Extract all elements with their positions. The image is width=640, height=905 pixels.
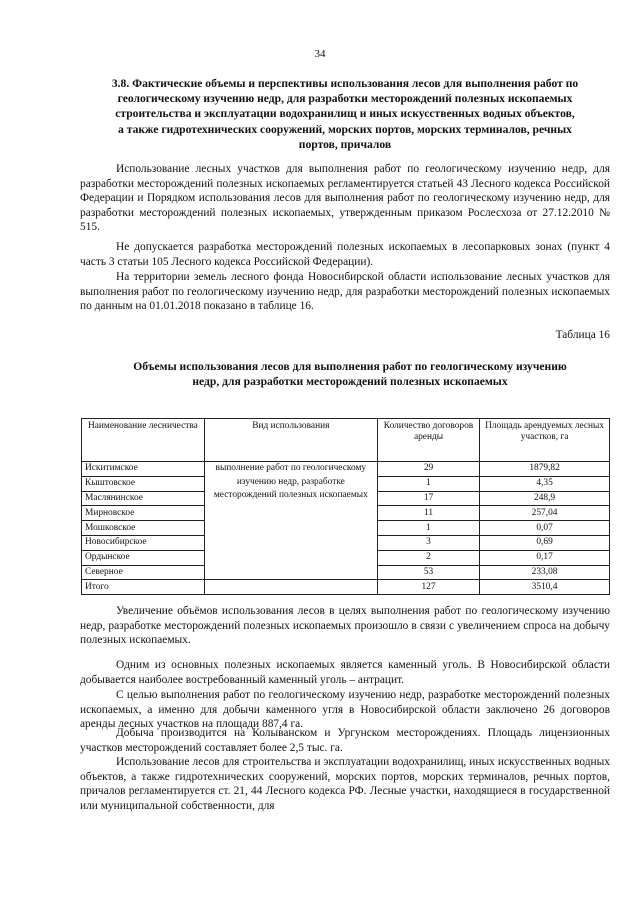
forestry-name: Маслянинское bbox=[82, 491, 205, 506]
total-usage-empty bbox=[204, 580, 377, 595]
table-caption: Таблица 16 bbox=[555, 329, 610, 341]
heading-line: а также гидротехнических сооружений, морских портов, морских терминалов, речных bbox=[118, 122, 572, 136]
contract-count: 3 bbox=[377, 535, 479, 550]
leased-area: 1879,82 bbox=[480, 462, 610, 477]
header-contract-count: Количество договоров аренды bbox=[377, 419, 479, 462]
paragraph-reservoirs: Использование лесов для строительства и эксплуатации водохранилищ, иных искусственных водных объектов, а также гидротехнических сооружений, морских портов, морских терминалов, речных портов, причалов регламентируется ст. 21, 44 Лесного кодекса РФ. Лесные участки, находящиеся в государственной или муниципальной собственности, для bbox=[80, 756, 610, 812]
leased-area: 4,35 bbox=[480, 476, 610, 491]
heading-line: строительства и эксплуатации водохранилищ и иных искусственных водных объектов, bbox=[115, 107, 575, 121]
heading-line: портов, причалов bbox=[298, 137, 392, 151]
contract-count: 53 bbox=[377, 565, 479, 580]
contract-count: 11 bbox=[377, 506, 479, 521]
paragraph-table-reference: На территории земель лесного фонда Новосибирской области использование лесных участков для выполнения работ по геологическому изучению недр, для разработки месторождений полезных ископаемых по данным на 01.01.2018 показано в таблице 16. bbox=[80, 271, 610, 313]
leased-area: 0,07 bbox=[480, 521, 610, 536]
leased-area: 248,9 bbox=[480, 491, 610, 506]
forestry-name: Мошковское bbox=[82, 521, 205, 536]
total-leased-area: 3510,4 bbox=[480, 580, 610, 595]
paragraph-forest-park-restriction: Не допускается разработка месторождений полезных ископаемых в лесопарковых зонах (пункт 4 часть 3 статьи 105 Лесного кодекса Российской Федерации). bbox=[80, 241, 610, 268]
section-heading bbox=[84, 76, 606, 152]
forestry-name: Новосибирское bbox=[82, 535, 205, 550]
heading-line: 3.8. Фактические объемы и перспективы использования лесов для выполнения работ по bbox=[111, 77, 579, 90]
header-usage-type: Вид использования bbox=[204, 419, 377, 462]
leased-area: 257,04 bbox=[480, 506, 610, 521]
forestry-name: Мирновское bbox=[82, 506, 205, 521]
usage-type: выполнение работ по геологическому изучению недр, разработке месторождений полезных ископаемых bbox=[204, 462, 377, 580]
paragraph-deposits: Добыча производится на Колыванском и Ургунском месторождениях. Площадь лицензионных участков месторождений составляет более 2,5 тыс. га. bbox=[80, 727, 610, 754]
total-contract-count: 127 bbox=[377, 580, 479, 595]
page-number: 34 bbox=[314, 48, 326, 60]
contract-count: 2 bbox=[377, 550, 479, 565]
contract-count: 17 bbox=[377, 491, 479, 506]
paragraph-legal-basis: Использование лесных участков для выполнения работ по геологическому изучению недр, для разработки месторождений полезных ископаемых регламентируется статьей 43 Лесного кодекса Российской Федерации и Порядком использования лесов для выполнения работ по геологическому изучению недр, для разработки месторождений полезных ископаемых, утвержденным приказом Рослесхоза от 27.12.2010 № 515. bbox=[80, 163, 610, 234]
forestry-name: Кыштовское bbox=[82, 476, 205, 491]
table-row bbox=[82, 462, 610, 477]
table-title bbox=[100, 359, 600, 389]
forestry-name: Северное bbox=[82, 565, 205, 580]
leased-area: 0,69 bbox=[480, 535, 610, 550]
usage-table bbox=[81, 418, 610, 595]
heading-line: геологическому изучению недр, для разработки месторождений полезных ископаемых bbox=[117, 92, 573, 106]
table-title-line: Объемы использования лесов для выполнения работ по геологическому изучению bbox=[133, 360, 567, 373]
table-title-line: недр, для разработки месторождений полезных ископаемых bbox=[192, 375, 508, 388]
leased-area: 0,17 bbox=[480, 550, 610, 565]
total-label: Итого bbox=[82, 580, 205, 595]
header-leased-area: Площадь арендуемых лесных участков, га bbox=[480, 419, 610, 462]
contract-count: 1 bbox=[377, 476, 479, 491]
forestry-name: Ордынское bbox=[82, 550, 205, 565]
contract-count: 1 bbox=[377, 521, 479, 536]
table-total-row bbox=[82, 580, 610, 595]
paragraph-coal: Одним из основных полезных ископаемых является каменный уголь. В Новосибирской области добывается наиболее востребованный каменный уголь – антрацит. bbox=[80, 659, 610, 686]
contract-count: 29 bbox=[377, 462, 479, 477]
forestry-name: Искитимское bbox=[82, 462, 205, 477]
paragraph-increase: Увеличение объёмов использования лесов в целях выполнения работ по геологическому изучению недр, разработке месторождений полезных ископаемых произошло в связи с увеличением спроса на добычу полезных ископаемых. bbox=[80, 605, 610, 647]
header-forestry: Наименование лесничества bbox=[82, 419, 205, 462]
leased-area: 233,08 bbox=[480, 565, 610, 580]
paragraph-contracts: С целью выполнения работ по геологическому изучению недр, разработке месторождений полезных ископаемых, а именно для добычи каменного угля в Новосибирской области заключено 26 договоров аренды лесных участков на площади 887,4 га. bbox=[80, 689, 610, 731]
